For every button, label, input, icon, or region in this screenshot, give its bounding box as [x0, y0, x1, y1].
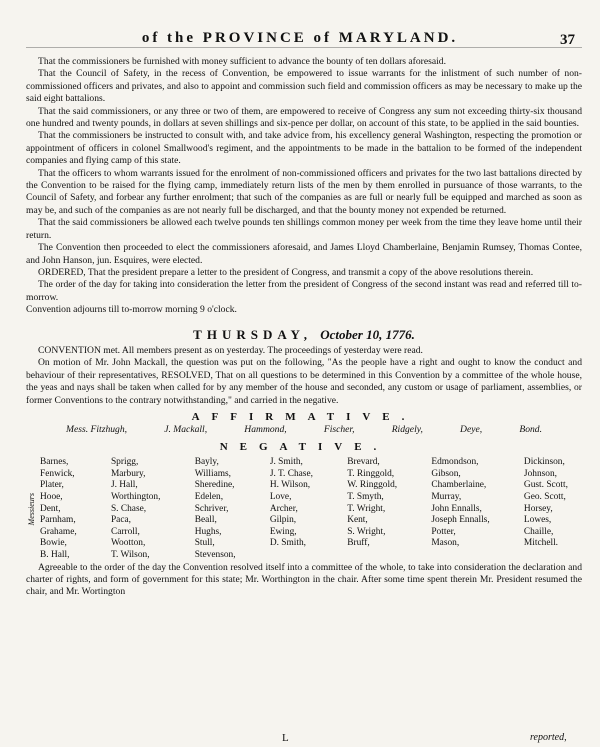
negative-name: Stevenson, [194, 549, 236, 560]
paragraph: The order of the day for taking into consideration the letter from the president of Congress of the second instant was read and referred till to-morrow. [26, 279, 582, 303]
negative-name: Brevard, [347, 457, 380, 468]
negative-column [195, 457, 236, 561]
negative-name: Gilpin, [269, 515, 297, 526]
affirmative-name: Mess. Fitzhugh, [66, 424, 128, 436]
negative-name: Hooe, [40, 491, 63, 502]
negative-name: Hughs, [194, 526, 222, 537]
negative-column [347, 457, 397, 561]
affirmative-name: Bond. [519, 424, 542, 436]
negative-name: D. Smith, [269, 538, 307, 549]
negative-name: Wootton, [110, 538, 146, 549]
negative-name: S. Chase, [110, 503, 147, 514]
negative-name: Parnham, [40, 515, 76, 526]
affirmative-heading: AFFIRMATIVE. [191, 410, 417, 423]
affirmative-name: Deye, [460, 424, 483, 436]
negative-name: Williams, [194, 468, 232, 479]
affirmative-name: J. Mackall, [164, 424, 208, 436]
paragraph: Agreeable to the order of the day the Convention resolved itself into a committee of the whole, to take into consideration the declaration and charter of rights, and form of government for this state; Mr. Worthington in the chair. After some time spent therein Mr. President resumed the chair, and Mr. Wortington [26, 561, 582, 598]
negative-name: Love, [269, 491, 292, 502]
negative-name: Archer, [269, 503, 298, 514]
negative-name: Dent, [40, 503, 61, 514]
running-head: of the PROVINCE of MARYLAND. [141, 30, 459, 46]
negative-name: Mason, [431, 538, 460, 549]
negative-name: Johnson, [523, 468, 557, 479]
negative-name: Worthington, [110, 491, 161, 502]
negative-columns [38, 457, 582, 561]
negative-name: Barnes, [40, 457, 69, 468]
affirmative-name: Hammond, [244, 424, 287, 436]
negative-name: Edelen, [194, 491, 224, 502]
negative-name: Beall, [194, 515, 217, 526]
paragraph: That the said commissioners, or any three or two of them, are empowered to receive of Congress any sum not exceeding thirty-six thousand one hundred and twenty pounds, in dollars at seven shillings and six-pence per dollar, on account of this state, to be applied in the said bounties. [26, 105, 582, 130]
paragraph: ORDERED, That the president prepare a letter to the president of Congress, and transmit a copy of the above resolutions therein. [38, 266, 534, 278]
adjourn-line: Convention adjourns till to-morrow morning 9 o'clock. [26, 304, 237, 316]
negative-name: Murray, [431, 491, 462, 502]
negative-column [524, 457, 568, 561]
negative-name: Bayly, [194, 457, 219, 468]
paragraph: On motion of Mr. John Mackall, the question was put on the following, "As the people have a right and ought to know the conduct and behaviour of their representatives, RESOLVED, That on all questions to be determined in this Convention by a committee of the whole house, the yeas and nays shall be taken when called for by any member of the house and seconded, any custom or usage of parliament, assemblies, or former Conventions to the contrary notwithstanding," and carried in the negative. [26, 357, 582, 406]
negative-name: Bowie, [40, 538, 67, 549]
negative-name: Chaille, [523, 526, 554, 537]
signature-mark: L [282, 732, 289, 744]
negative-name: Gibson, [431, 468, 461, 479]
negative-list [26, 457, 582, 561]
page-number: 37 [560, 32, 575, 48]
negative-name: Marbury, [110, 468, 146, 479]
negative-name: Sprigg, [110, 457, 139, 468]
negative-name: Potter, [431, 526, 456, 537]
negative-name: Stull, [194, 538, 215, 549]
negative-name: Mitchell. [523, 538, 559, 549]
paragraph: That the commissioners be furnished with money sufficient to advance the bounty of ten dollars aforesaid. [38, 56, 446, 67]
paragraph: That the officers to whom warrants issued for the enrolment of non-commissioned officers and privates for the two last battalions directed by the Convention to be raised for the flying camp, immediately return lists of the men by them enrolled in pursuance of those warrants, to the Council of Safety, and forbear any further enrolment; that such of the companies as are full or nearly full be equipped and marched as soon as may be, and such of the companies as are not nearly full be discharged, and that the bounty money not expended be returned. [26, 167, 582, 216]
negative-name: T. Wright, [347, 503, 386, 514]
negative-name: Fenwick, [40, 468, 75, 479]
negative-column [40, 457, 77, 561]
negative-name: John Ennalls, [431, 503, 482, 514]
negative-column [270, 457, 313, 561]
negative-name: Horsey, [523, 503, 553, 514]
negative-name: Bruff, [347, 538, 370, 549]
negative-name: Paca, [110, 515, 131, 526]
negative-name: Lowes, [523, 515, 552, 526]
catchword: reported, [530, 732, 567, 743]
negative-name: Sheredine, [194, 480, 235, 491]
negative-heading: NEGATIVE. [219, 440, 389, 453]
affirmative-name: Fischer, [323, 424, 355, 436]
negative-name: B. Hall, [40, 549, 70, 560]
negative-name: Joseph Ennalls, [431, 515, 490, 526]
paragraph: CONVENTION met. All members present as on yesterday. The proceedings of yesterday were read. [38, 344, 423, 356]
paragraph: That the Council of Safety, in the recess of Convention, be empowered to issue warrants for the inlistment of such number of non-commissioned officers and privates, and also to appoint and commission such field and commission officers as may be necessary to make up the said eight battalions. [26, 68, 582, 105]
negative-name: Gust. Scott, [523, 480, 568, 491]
negative-name: J. Hall, [110, 480, 138, 491]
affirmative-names [26, 424, 582, 436]
negative-name: Dickinson, [523, 457, 565, 468]
header-rule [26, 47, 582, 48]
negative-name: Carroll, [110, 526, 140, 537]
negative-name: Ewing, [269, 526, 297, 537]
negative-name: W. Ringgold, [347, 480, 398, 491]
document-body [26, 56, 582, 599]
members-label: Messieurs [27, 493, 36, 526]
negative-column [431, 457, 489, 561]
negative-name: Plater, [40, 480, 64, 491]
day-date: October 10, 1776. [320, 326, 415, 342]
negative-name: Geo. Scott, [523, 491, 566, 502]
negative-name: Edmondson, [431, 457, 479, 468]
paragraph: That the commissioners be instructed to consult with, and take advice from, his excellency general Washington, respecting the promotion or appointment of officers in colonel Smallwood's regiment, and the appointments to be made in the battalion to be formed of the independent companies and flying camp of this state. [26, 130, 582, 167]
negative-name: J. Smith, [269, 457, 303, 468]
negative-name: Kent, [347, 515, 368, 526]
day-heading [26, 326, 582, 342]
negative-name: Schriver, [194, 503, 229, 514]
affirmative-name: Ridgely, [391, 424, 423, 436]
negative-name: T. Ringgold, [347, 468, 395, 479]
paragraph: That the said commissioners be allowed each twelve pounds ten shillings common money per week from the time they leave home until their return. [26, 217, 582, 241]
negative-column [111, 457, 161, 561]
negative-name: H. Wilson, [269, 480, 311, 491]
negative-name: T. Smyth, [347, 491, 384, 502]
negative-name: Chamberlaine, [431, 480, 487, 491]
day-name: THURSDAY, [193, 326, 312, 342]
negative-name: Grahame, [40, 526, 77, 537]
paragraph: The Convention then proceeded to elect the commissioners aforesaid, and James Lloyd Chamberlaine, Benjamin Rumsey, Thomas Contee, and John Hanson, jun. Esquires, were elected. [26, 242, 582, 266]
negative-name: T. Wilson, [110, 549, 150, 560]
negative-name: S. Wright, [347, 526, 386, 537]
negative-name: J. T. Chase, [269, 468, 313, 479]
